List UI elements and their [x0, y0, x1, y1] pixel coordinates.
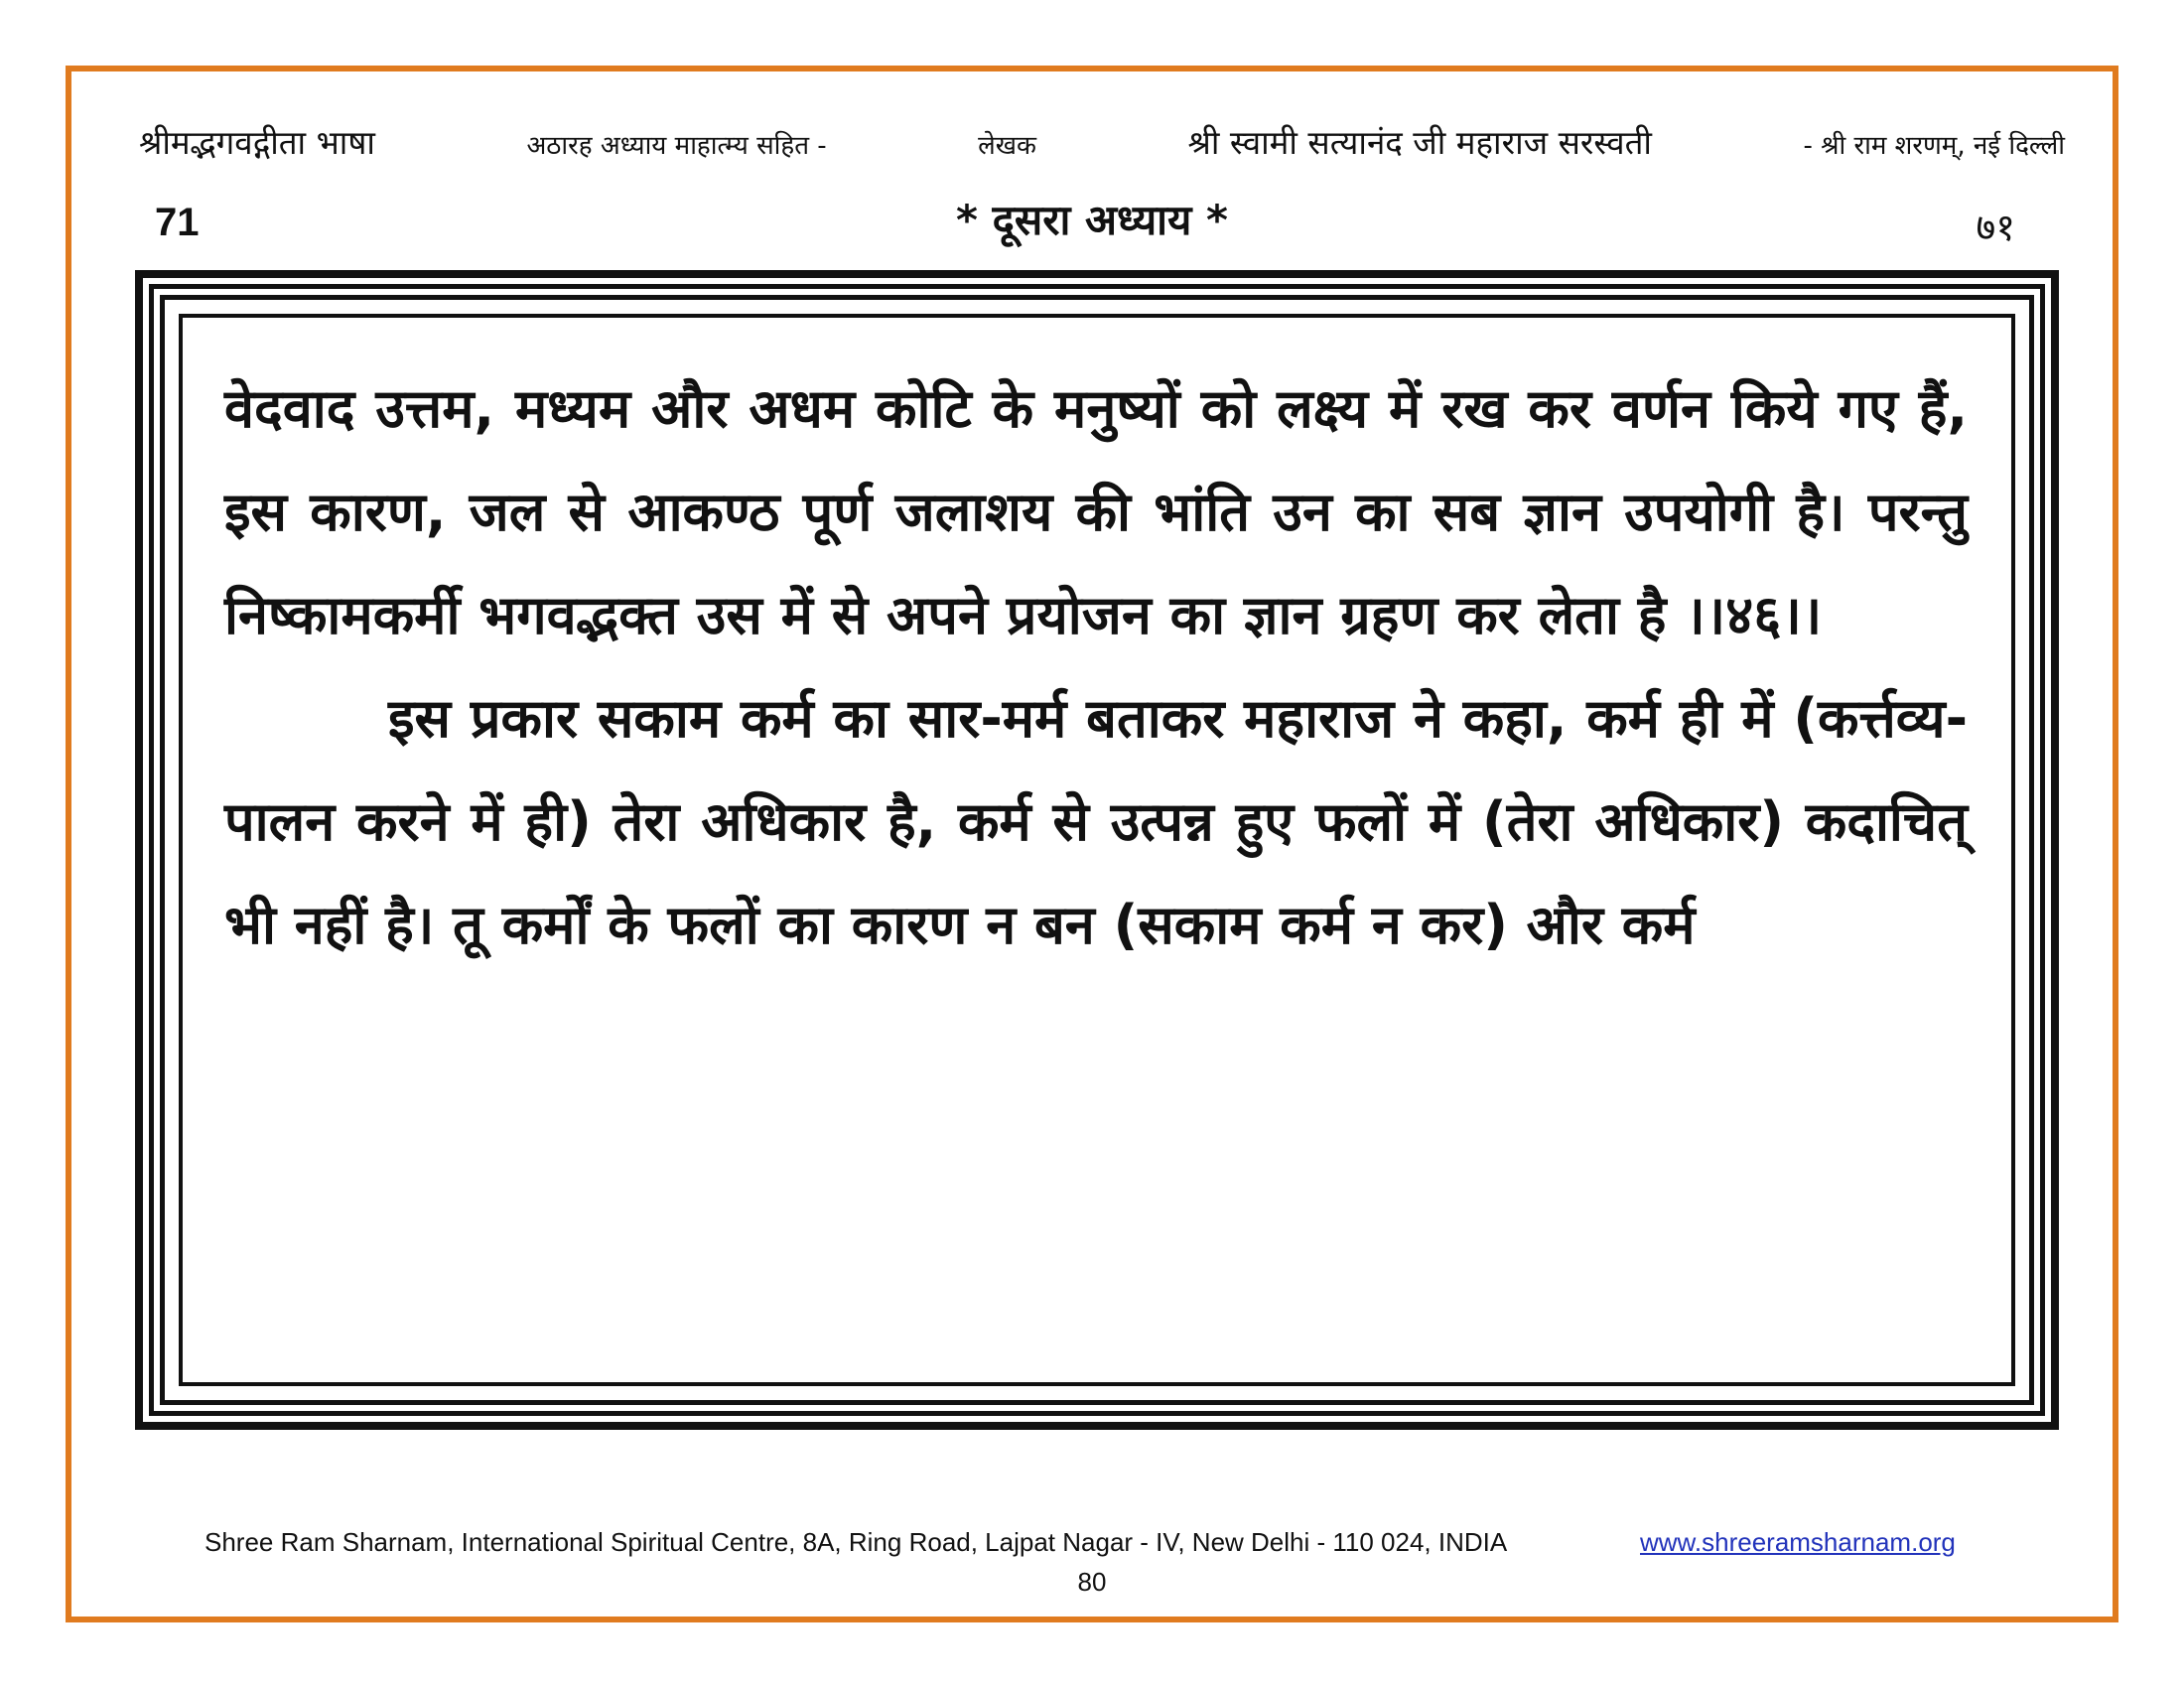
- author-name: श्री स्वामी सत्यानंद जी महाराज सरस्वती: [1187, 123, 1652, 162]
- body-text: [224, 357, 1968, 977]
- footer-website-link[interactable]: www.shreeramsharnam.org: [1640, 1527, 1956, 1557]
- publisher: - श्री राम शरणम्, नई दिल्ली: [1803, 131, 2065, 161]
- paragraph-1: वेदवाद उत्तम, मध्यम और अधम कोटि के मनुष्यों को लक्ष्य में रख कर वर्णन किये गए हैं, इस कारण, जल से आकण्ठ पूर्ण जलाशय की भांति उन का सब ज्ञान उपयोगी है। परन्तु निष्कामकर्मी भगवद्भक्त उस में से अपने प्रयोजन का ज्ञान ग्रहण कर लेता है ।।४६।।: [224, 377, 1968, 646]
- running-header: [139, 119, 2065, 164]
- paragraph-2: इस प्रकार सकाम कर्म का सार-मर्म बताकर महाराज ने कहा, कर्म ही में (कर्त्तव्य-पालन करने में ही) तेरा अधिकार है, कर्म से उत्पन्न हुए फलों में (तेरा अधिकार) कदाचित् भी नहीं है। तू कर्मों के फलों का कारण न बन (सकाम कर्म न कर) और कर्म: [224, 687, 1968, 956]
- page-number-left: 71: [155, 201, 200, 244]
- author-prefix: लेखक: [978, 131, 1037, 161]
- page-number-right: ७१: [1976, 206, 2015, 249]
- chapter-title: * दूसरा अध्याय *: [955, 196, 1229, 244]
- book-title: श्रीमद्भगवद्गीता भाषा: [139, 123, 375, 162]
- header-subtitle: अठारह अध्याय माहात्म्य सहित -: [526, 131, 827, 161]
- footer-page-number: 80: [1077, 1567, 1107, 1597]
- footer-address: Shree Ram Sharnam, International Spiritual Centre, 8A, Ring Road, Lajpat Nagar - IV, New Delhi - 110 024, INDIA: [205, 1527, 1508, 1557]
